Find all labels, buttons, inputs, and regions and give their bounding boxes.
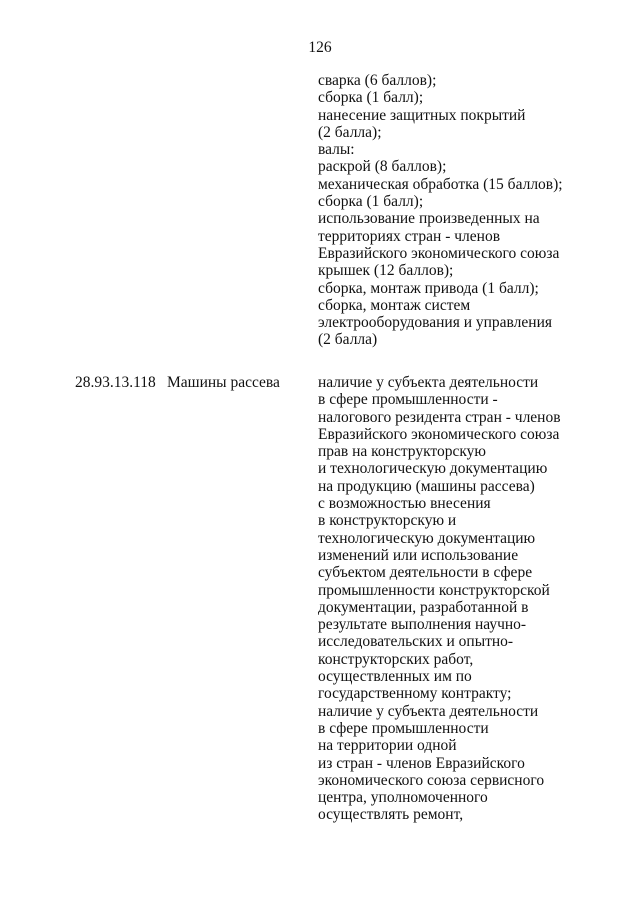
requirement-line: осуществлять ремонт, xyxy=(318,806,464,824)
requirement-line: осуществленных им по xyxy=(318,668,472,686)
requirement-line: на территории одной xyxy=(318,737,457,755)
requirement-line: субъектом деятельности в сфере xyxy=(318,564,533,582)
requirement-line: сварка (6 баллов); xyxy=(318,72,437,89)
requirement-line: сборка, монтаж привода (1 балл); xyxy=(318,279,539,297)
product-code: 28.93.13.118 xyxy=(75,374,156,391)
requirement-line: крышек (12 баллов); xyxy=(318,262,454,280)
requirement-line: в сфере промышленности - xyxy=(318,391,498,409)
requirement-line: Евразийского экономического союза xyxy=(318,425,560,443)
requirement-line: электрооборудования и управления xyxy=(318,314,552,332)
requirement-line: налогового резидента стран - членов xyxy=(318,408,561,426)
requirement-line: сборка (1 балл); xyxy=(318,193,424,211)
requirement-line: прав на конструкторскую xyxy=(318,443,487,461)
requirement-line: сборка (1 балл); xyxy=(318,89,424,107)
requirement-line: документации, разработанной в xyxy=(318,598,529,616)
requirement-line: центра, уполномоченного xyxy=(318,789,488,807)
requirement-line: изменений или использование xyxy=(318,546,519,564)
requirement-line: в сфере промышленности xyxy=(318,719,489,737)
requirement-line: в конструкторскую и xyxy=(318,512,457,530)
product-requirements xyxy=(318,374,618,824)
requirement-line: территориях стран - членов xyxy=(318,227,501,245)
product-name: Машины рассева xyxy=(167,374,280,391)
requirement-line: экономического союза сервисного xyxy=(318,771,545,789)
requirement-line: технологическую документацию xyxy=(318,529,536,547)
requirement-line: наличие у субъекта деятельности xyxy=(318,374,539,391)
requirement-line: наличие у субъекта деятельности xyxy=(318,702,539,720)
requirement-line: валы: xyxy=(318,141,355,159)
requirement-line: конструкторских работ, xyxy=(318,650,474,668)
page-number: 126 xyxy=(308,39,332,56)
requirement-line: Евразийского экономического союза xyxy=(318,244,560,262)
requirement-line: из стран - членов Евразийского xyxy=(318,754,525,772)
requirement-line: (2 балла); xyxy=(318,123,382,141)
requirement-line: раскрой (8 баллов); xyxy=(318,158,447,176)
requirement-line: на продукцию (машины рассева) xyxy=(318,477,535,495)
requirement-line: (2 балла) xyxy=(318,331,378,349)
requirement-line: нанесение защитных покрытий xyxy=(318,106,526,124)
requirement-line: и технологическую документацию xyxy=(318,460,548,478)
requirement-line: использование произведенных на xyxy=(318,210,540,228)
requirements-continued xyxy=(318,72,618,349)
requirement-line: промышленности конструкторской xyxy=(318,581,550,599)
requirement-line: исследовательских и опытно- xyxy=(318,633,514,651)
requirement-line: государственному контракту; xyxy=(318,685,512,703)
requirement-line: с возможностью внесения xyxy=(318,495,491,513)
requirement-line: механическая обработка (15 баллов); xyxy=(318,175,563,193)
requirement-line: результате выполнения научно- xyxy=(318,616,527,634)
requirement-line: сборка, монтаж систем xyxy=(318,296,471,314)
